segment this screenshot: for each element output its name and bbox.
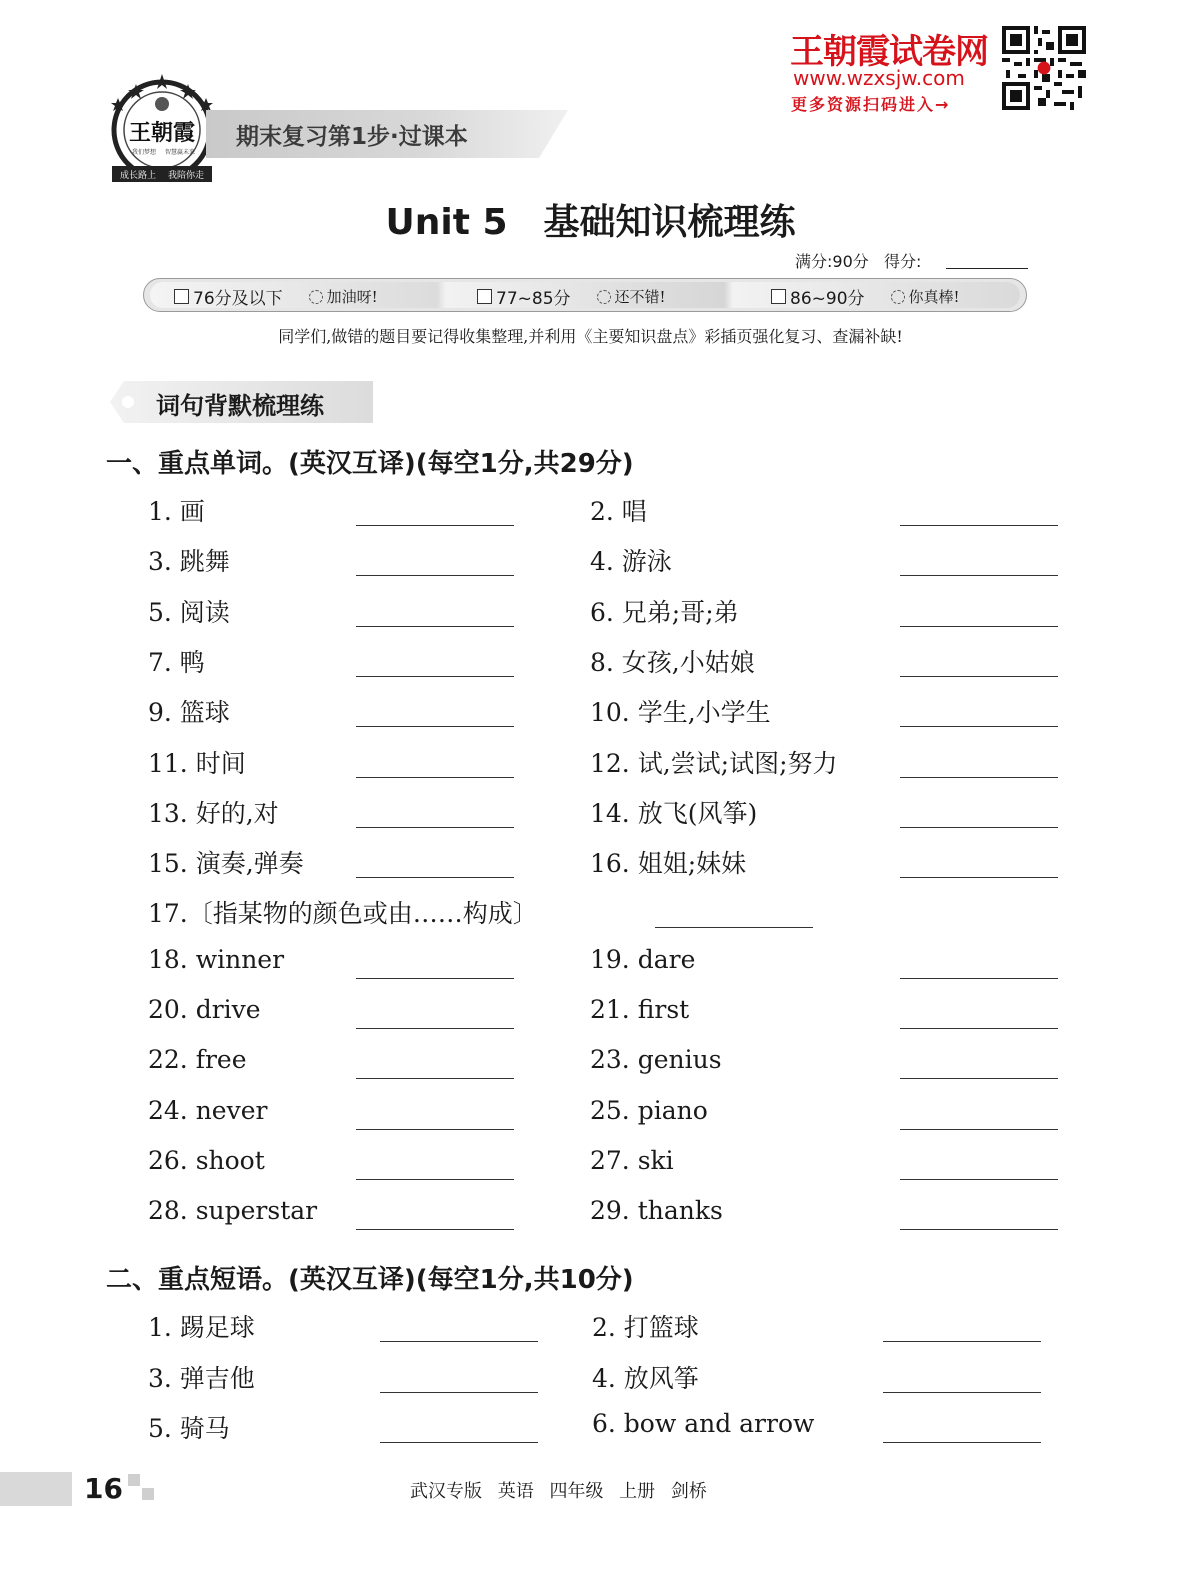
rating-option-1[interactable] (174, 284, 378, 309)
answer-blank[interactable] (356, 1229, 514, 1230)
qr-code-icon[interactable] (1002, 26, 1086, 110)
word-item: 7. 鸭 (148, 647, 205, 677)
word-item: 4. 游泳 (590, 547, 672, 577)
answer-blank[interactable] (356, 777, 514, 778)
answer-blank[interactable] (900, 626, 1058, 627)
word-item: 17.〔指某物的颜色或由……构成〕 (148, 899, 538, 929)
brand-url: www.wzxsjw.com (793, 66, 965, 90)
word-item: 16. 姐姐;妹妹 (590, 849, 747, 879)
word-item: 24. never (148, 1095, 268, 1125)
phrase-item: 4. 放风筝 (592, 1363, 699, 1393)
rating-range: 86~90分 (790, 289, 865, 309)
word-item: 18. winner (148, 944, 285, 974)
word-item: 3. 跳舞 (148, 547, 230, 577)
word-item: 22. free (148, 1045, 247, 1075)
word-item: 28. superstar (148, 1196, 318, 1226)
brand-logo-badge (108, 74, 216, 184)
word-item: 5. 阅读 (148, 597, 230, 627)
answer-blank[interactable] (356, 525, 514, 526)
phrase-item: 1. 踢足球 (148, 1313, 255, 1342)
rating-comment: 加油呀! (326, 288, 378, 306)
answer-blank[interactable] (900, 676, 1058, 677)
page-number: 16 (84, 1472, 123, 1505)
answer-blank[interactable] (900, 575, 1058, 576)
word-item: 19. dare (590, 944, 696, 974)
svg-text:我们梦想: 我们梦想 (131, 149, 157, 156)
footer-decor (128, 1474, 140, 1486)
answer-blank[interactable] (900, 777, 1058, 778)
score-line (795, 249, 921, 272)
section-tag-text: 词句背默梳理练 (156, 392, 324, 420)
logo-text: 王朝霞 (128, 120, 196, 146)
svg-text:我陪你走: 我陪你走 (167, 171, 205, 181)
word-item: 2. 唱 (590, 497, 647, 526)
answer-blank[interactable] (356, 1129, 514, 1130)
footer-decor (142, 1488, 154, 1500)
rating-range: 77~85分 (496, 289, 571, 309)
answer-blank[interactable] (356, 626, 514, 627)
answer-blank[interactable] (900, 1229, 1058, 1230)
word-item: 11. 时间 (148, 748, 246, 778)
score-blank[interactable] (946, 268, 1028, 269)
phrase-item: 2. 打篮球 (592, 1313, 699, 1342)
word-item: 10. 学生,小学生 (590, 698, 771, 728)
rating-comment: 还不错! (614, 288, 666, 306)
footer-band (0, 1472, 72, 1506)
brand-title: 王朝霞试卷网 (790, 32, 988, 72)
rating-option-2[interactable] (477, 284, 666, 309)
phrase-item: 6. bow and arrow (592, 1409, 815, 1438)
answer-blank[interactable] (883, 1392, 1041, 1393)
word-item: 6. 兄弟;哥;弟 (590, 597, 739, 627)
answer-blank[interactable] (356, 1179, 514, 1180)
page-title: Unit 5 基础知识梳理练 (385, 202, 796, 243)
rating-range: 76分及以下 (193, 289, 283, 309)
answer-blank[interactable] (356, 676, 514, 677)
word-item: 29. thanks (590, 1196, 723, 1226)
study-note: 同学们,做错的题目要记得收集整理,并利用《主要知识盘点》彩插页强化复习、查漏补缺! (278, 327, 903, 346)
answer-blank[interactable] (356, 575, 514, 576)
tag-hole-icon (122, 396, 134, 408)
answer-blank[interactable] (900, 1179, 1058, 1180)
part1-heading: 一、重点单词。(英汉互译)(每空1分,共29分) (106, 449, 634, 479)
checkbox-icon[interactable] (477, 289, 492, 304)
word-item: 9. 篮球 (148, 698, 230, 728)
word-item: 13. 好的,对 (148, 798, 279, 828)
checkbox-icon[interactable] (174, 289, 189, 304)
score-label: 得分: (884, 252, 922, 271)
word-item: 14. 放飞(风筝) (590, 798, 758, 828)
answer-blank[interactable] (380, 1392, 538, 1393)
word-item: 27. ski (590, 1145, 674, 1175)
answer-blank[interactable] (356, 1028, 514, 1029)
word-item: 1. 画 (148, 497, 205, 526)
answer-blank[interactable] (900, 877, 1058, 878)
answer-blank[interactable] (900, 1129, 1058, 1130)
rating-option-3[interactable] (771, 284, 960, 309)
answer-blank[interactable] (900, 827, 1058, 828)
svg-text:成长路上: 成长路上 (119, 171, 157, 181)
word-item: 15. 演奏,弹奏 (148, 849, 304, 879)
answer-blank[interactable] (380, 1442, 538, 1443)
brand-scan-text: 更多资源扫码进入→ (791, 95, 951, 114)
full-score: 满分:90分 (795, 252, 869, 271)
part2-heading: 二、重点短语。(英汉互译)(每空1分,共10分) (106, 1265, 634, 1295)
smiley-icon (891, 290, 905, 304)
answer-blank[interactable] (655, 927, 813, 928)
answer-blank[interactable] (900, 978, 1058, 979)
answer-blank[interactable] (356, 726, 514, 727)
answer-blank[interactable] (356, 877, 514, 878)
answer-blank[interactable] (883, 1341, 1041, 1342)
word-item: 26. shoot (148, 1145, 265, 1175)
word-item: 21. first (590, 995, 690, 1024)
answer-blank[interactable] (356, 978, 514, 979)
svg-text:智慧赢未来: 智慧赢未来 (164, 149, 196, 156)
answer-blank[interactable] (380, 1341, 538, 1342)
word-item: 12. 试,尝试;试图;努力 (590, 748, 838, 778)
phrase-item: 3. 弹吉他 (148, 1363, 255, 1393)
answer-blank[interactable] (883, 1442, 1041, 1443)
answer-blank[interactable] (900, 726, 1058, 727)
answer-blank[interactable] (900, 525, 1058, 526)
footer-info: 武汉专版 英语 四年级 上册 剑桥 (410, 1481, 707, 1502)
smiley-icon (309, 290, 323, 304)
word-item: 8. 女孩,小姑娘 (590, 647, 755, 677)
word-item: 25. piano (590, 1095, 708, 1125)
word-item: 20. drive (148, 995, 261, 1024)
rating-comment: 你真棒! (908, 288, 960, 306)
word-item: 23. genius (590, 1045, 722, 1075)
answer-blank[interactable] (356, 1078, 514, 1079)
phrase-item: 5. 骑马 (148, 1414, 230, 1443)
answer-blank[interactable] (356, 827, 514, 828)
answer-blank[interactable] (900, 1078, 1058, 1079)
checkbox-icon[interactable] (771, 289, 786, 304)
step-banner-text: 期末复习第1步·过课本 (236, 124, 468, 150)
smiley-icon (597, 290, 611, 304)
answer-blank[interactable] (900, 1028, 1058, 1029)
